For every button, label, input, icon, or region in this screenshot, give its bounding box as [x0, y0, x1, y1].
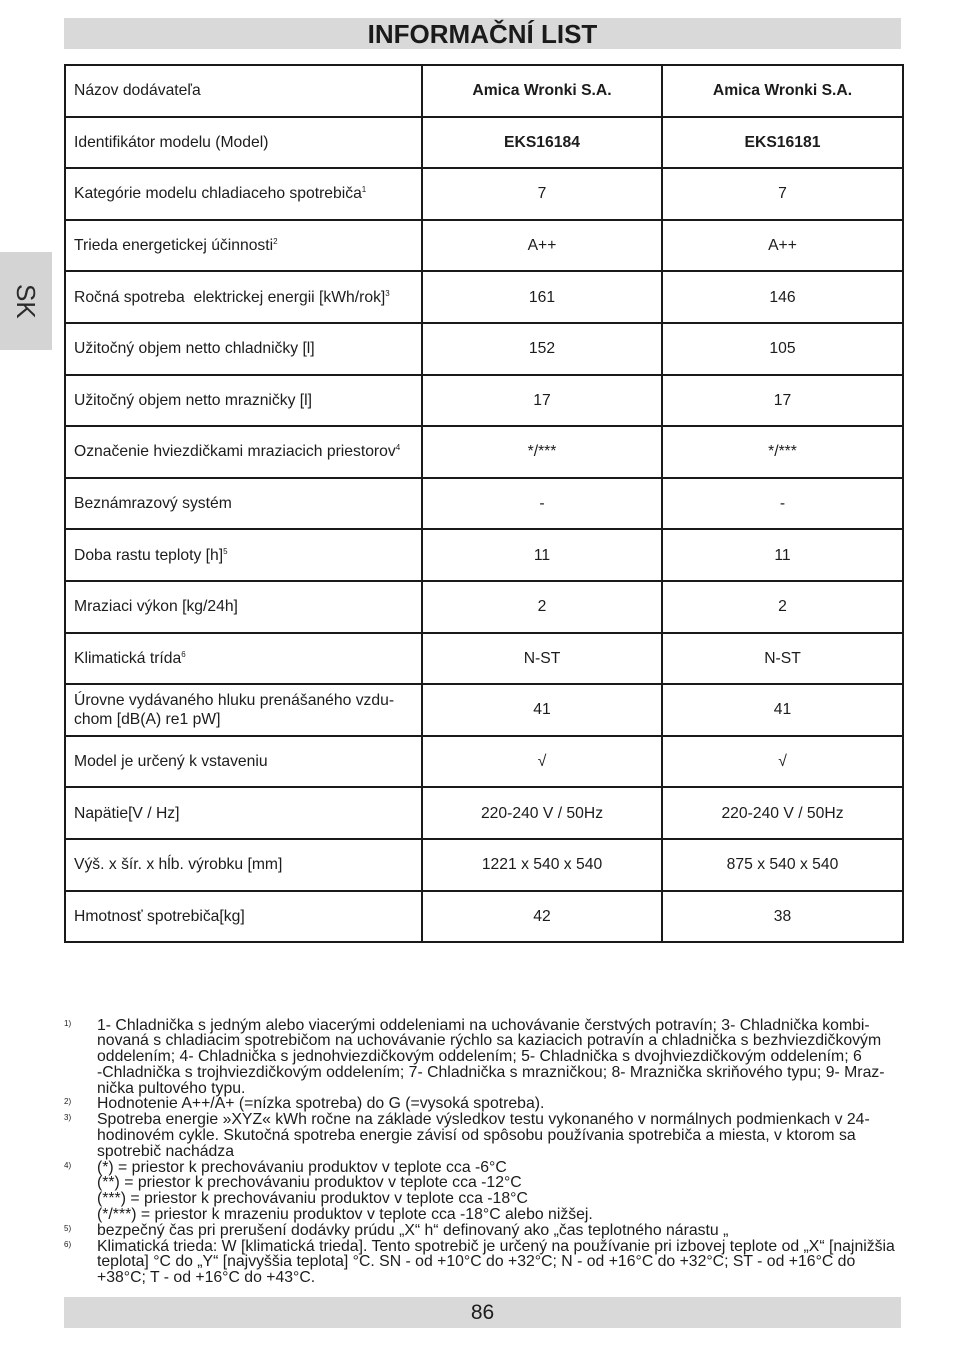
footnote-6: [64, 1239, 902, 1286]
row-label: [65, 117, 422, 169]
row-label: [65, 220, 422, 272]
row-label-text: Beznámrazový systém: [74, 495, 232, 513]
second-model-value: 146: [662, 271, 903, 323]
row-label: [65, 581, 422, 633]
first-model-value: 17: [422, 375, 662, 427]
row-weight: [65, 891, 903, 943]
footnote-text: (*) = priestor k prechovávaniu produktov v teplote cca -6°C (**) = priestor k prechovávaniu produktov v teplote cca -12°C (***) = priestor k prechovávaniu produktov v teplote cca -18°C (*/***) = priestor k mrazeniu produktov v teplote cca -18°C alebo nižšej.: [97, 1158, 593, 1224]
second-model-value: 7: [662, 168, 903, 220]
footnote-reference: 2: [273, 237, 278, 247]
footnote-2: [64, 1096, 902, 1112]
footnote-reference: 4: [395, 443, 401, 453]
row-label-text: Napätie[V / Hz]: [74, 804, 180, 822]
second-model-value: 41: [662, 684, 903, 736]
row-label: [65, 375, 422, 427]
row-annual-energy-consumption: [65, 271, 903, 323]
row-label: [65, 478, 422, 530]
row-label: [65, 323, 422, 375]
footnote-marker: 3): [64, 1113, 72, 1123]
language-tab-label: SK: [11, 283, 41, 319]
second-model-value: 105: [662, 323, 903, 375]
second-model-value: */***: [662, 426, 903, 478]
first-model-value: 161: [422, 271, 662, 323]
row-label: [65, 891, 422, 943]
row-label: [65, 684, 422, 736]
footnotes: [64, 1018, 902, 1287]
second-model-value: N-ST: [662, 633, 903, 685]
second-model-value: -: [662, 478, 903, 530]
row-label-text: Označenie hviezdičkami mraziacich priestorov: [74, 443, 396, 461]
footnote-text: Spotreba energie »XYZ« kWh ročne na základe výsledkov testu vykonaného v normálnych podmienkach v 24- hodinovém cykle. Skutočná spotreba energie závisí od spôsobu používania spotrebiča a miesta, v ktorom sa spotrebič nachádza: [97, 1111, 870, 1160]
row-temperature-rise-time: [65, 529, 903, 581]
footnote-marker: 6): [64, 1239, 72, 1249]
row-label-text: Model je určený k vstaveniu: [74, 753, 268, 771]
row-freezer-net-volume: [65, 375, 903, 427]
footnote-1: [64, 1018, 902, 1097]
row-label-text: Užitočný objem netto chladničky [l]: [74, 340, 315, 358]
first-model-value: 220-240 V / 50Hz: [422, 787, 662, 839]
row-frost-free-system: [65, 478, 903, 530]
row-noise-level: [65, 684, 903, 736]
first-model-value: Amica Wronki S.A.: [422, 65, 662, 117]
row-label-text: Ročná spotreba elektrickej energii [kWh/rok]: [74, 288, 386, 306]
row-label-text: Mraziaci výkon [kg/24h]: [74, 598, 238, 616]
first-model-value: 42: [422, 891, 662, 943]
row-label: [65, 65, 422, 117]
second-model-value: √: [662, 736, 903, 788]
first-model-value: EKS16184: [422, 117, 662, 169]
first-model-value: */***: [422, 426, 662, 478]
second-model-value: 17: [662, 375, 903, 427]
row-energy-efficiency-class: [65, 220, 903, 272]
row-star-rating: [65, 426, 903, 478]
row-label: [65, 839, 422, 891]
first-model-value: 2: [422, 581, 662, 633]
footnote-4: [64, 1160, 902, 1223]
row-label-text: Identifikátor modelu (Model): [74, 133, 269, 151]
row-dimensions: [65, 839, 903, 891]
row-model-category: [65, 168, 903, 220]
row-label-text: Názov dodávateľa: [74, 82, 201, 100]
footer-bar: [64, 1297, 901, 1328]
row-label: [65, 633, 422, 685]
row-label-text: Užitočný objem netto mrazničky [l]: [74, 391, 313, 409]
footnote-reference: 1: [361, 185, 367, 195]
second-model-value: 875 x 540 x 540: [662, 839, 903, 891]
row-label: [65, 271, 422, 323]
language-tab: [0, 252, 52, 350]
product-information-table: [64, 64, 904, 943]
footnote-reference: 6: [181, 649, 186, 659]
footnote-text: 1- Chladnička s jedným alebo viacerými oddeleniami na uchovávanie čerstvých potravín; 3- Chladnička kombi- novaná s chladiacim spotrebičom na uchovávanie rýchlo sa kaziacich potravín a chladnička s bezhviezdičkovým oddelením; 4- Chladnička s jednohviezdičkovým oddelením; 5- Chladnička s dvojhviezdičkovým oddelením; 6 -Chladnička s trojhviezdičkovým oddelením; 7- Chladnička s mrazničkou; 8- Mraznička skriňového typu; 9- Mraz- nička pultového typu.: [97, 1016, 885, 1097]
footnote-marker: 1): [64, 1018, 72, 1028]
first-model-value: 152: [422, 323, 662, 375]
row-label-text: Kategórie modelu chladiaceho spotrebiča: [74, 185, 362, 203]
row-climate-class: [65, 633, 903, 685]
footnote-marker: 4): [64, 1160, 72, 1170]
second-model-value: EKS16181: [662, 117, 903, 169]
row-model-identifier: [65, 117, 903, 169]
row-supplier: [65, 65, 903, 117]
first-model-value: 1221 x 540 x 540: [422, 839, 662, 891]
first-model-value: A++: [422, 220, 662, 272]
first-model-value: 7: [422, 168, 662, 220]
footnote-text: bezpečný čas pri prerušení dodávky prúdu „X“ h“ definovaný ako „čas teplotného nárastu „: [97, 1221, 729, 1239]
row-label-text: Trieda energetickej účinnosti: [74, 237, 274, 255]
second-model-value: Amica Wronki S.A.: [662, 65, 903, 117]
footnote-text: Klimatická trieda: W [klimatická trieda]. Tento spotrebič je určený na používanie pri izbovej teplote od „X“ [najnižšia teplota] °C do „Y“ [najvyššia teplota] °C. SN - od +10°C do +32°C; N - od +16°C do +32°C; ST - od +16°C do +38°C; T - od +16°C do +43°C.: [97, 1237, 895, 1287]
row-label: [65, 529, 422, 581]
page-number: 86: [470, 1301, 495, 1324]
second-model-value: 220-240 V / 50Hz: [662, 787, 903, 839]
footnote-reference: 3: [385, 288, 390, 298]
row-label-text: Doba rastu teploty [h]: [74, 546, 224, 564]
row-freezing-capacity: [65, 581, 903, 633]
row-label: [65, 168, 422, 220]
footnote-reference: 5: [223, 546, 228, 556]
footnote-marker: 2): [64, 1097, 72, 1107]
second-model-value: 38: [662, 891, 903, 943]
row-label-text: Klimatická trída: [74, 649, 182, 667]
row-label: [65, 736, 422, 788]
footnote-marker: 5): [64, 1223, 72, 1233]
first-model-value: 11: [422, 529, 662, 581]
first-model-value: N-ST: [422, 633, 662, 685]
title-bar: [64, 18, 901, 49]
row-voltage: [65, 787, 903, 839]
row-fridge-net-volume: [65, 323, 903, 375]
first-model-value: -: [422, 478, 662, 530]
second-model-value: A++: [662, 220, 903, 272]
footnote-3: [64, 1112, 902, 1159]
row-label: [65, 787, 422, 839]
second-model-value: 11: [662, 529, 903, 581]
row-label-text: Hmotnosť spotrebiča[kg]: [74, 907, 245, 925]
second-model-value: 2: [662, 581, 903, 633]
footnote-5: [64, 1223, 902, 1239]
row-label-text: Výš. x šír. x hĺb. výrobku [mm]: [74, 856, 283, 874]
page-title: INFORMAČNÍ LIST: [367, 19, 598, 49]
row-label: [65, 426, 422, 478]
row-built-in: [65, 736, 903, 788]
footnote-text: Hodnotenie A++/A+ (=nízka spotreba) do G (=vysoká spotreba).: [97, 1095, 545, 1113]
first-model-value: 41: [422, 684, 662, 736]
row-label-text: Úrovne vydávaného hluku prenášaného vzdu- chom [dB(A) re1 pW]: [74, 691, 395, 728]
first-model-value: √: [422, 736, 662, 788]
